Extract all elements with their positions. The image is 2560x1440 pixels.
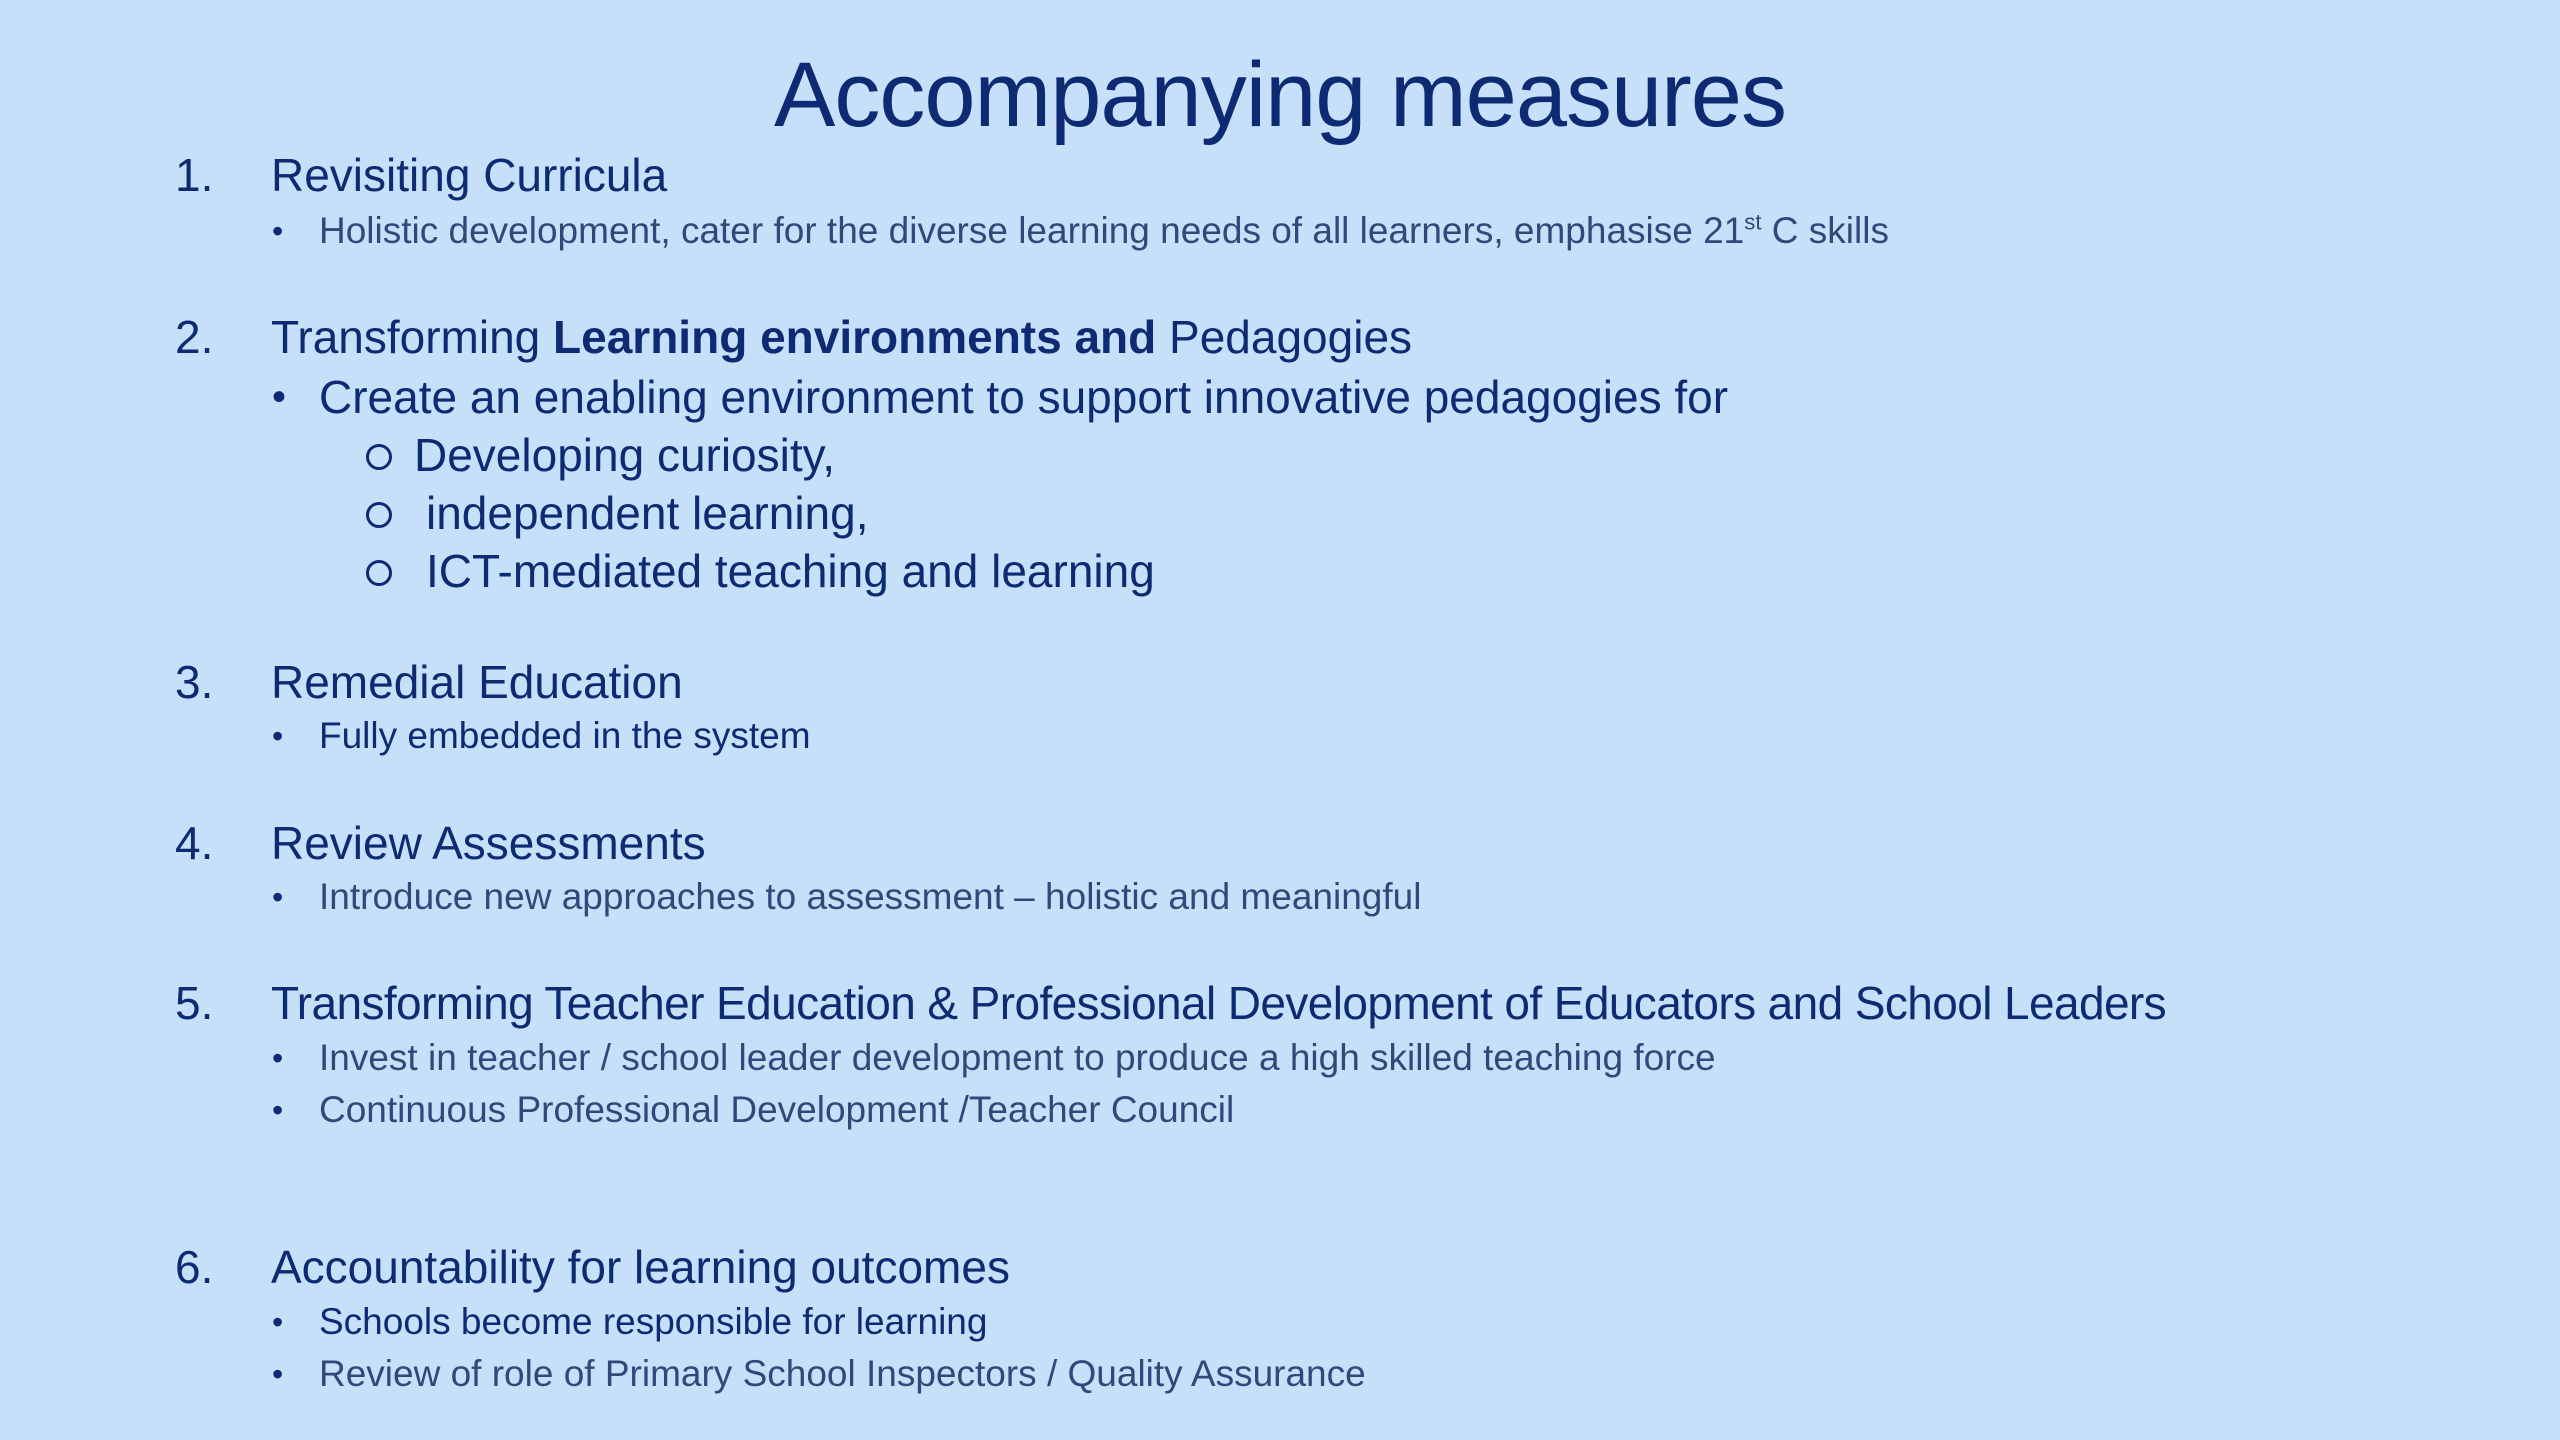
sub-bullet-text: ICT-mediated teaching and learning [426, 545, 1155, 597]
bullet-text: Invest in teacher / school leader development to produce a high skilled teaching force [319, 1037, 1716, 1078]
section-number: 4. [175, 817, 214, 869]
bullet-glyph: • [272, 1040, 284, 1076]
section-number: 6. [175, 1241, 214, 1293]
bullet-glyph: • [272, 879, 284, 915]
slide-title: Accompanying measures [774, 44, 1786, 146]
section-number: 2. [175, 311, 214, 363]
section-heading: Review Assessments [271, 817, 706, 869]
bullet-text: Create an enabling environment to support innovative pedagogies for [319, 371, 1729, 423]
bullet-text: Review of role of Primary School Inspectors / Quality Assurance [319, 1353, 1366, 1394]
section-heading: Revisiting Curricula [271, 149, 668, 201]
section-number: 3. [175, 656, 214, 708]
section-heading: Accountability for learning outcomes [271, 1241, 1010, 1293]
hollow-circle-bullet-icon [366, 502, 392, 528]
bullet-glyph: • [272, 1356, 284, 1392]
bullet-glyph: • [272, 213, 284, 249]
section-heading: Transforming Learning environments and Pedagogies [271, 311, 1413, 363]
bullet-text: Schools become responsible for learning [319, 1301, 988, 1342]
bullet-glyph: • [272, 375, 287, 419]
sub-bullet-text: Developing curiosity, [414, 429, 836, 481]
bullet-text: Continuous Professional Development /Teacher Council [319, 1089, 1235, 1130]
sub-bullet-text: independent learning, [426, 487, 869, 539]
bullet-glyph: • [272, 718, 284, 754]
bullet-glyph: • [272, 1304, 284, 1340]
bullet-glyph: • [272, 1092, 284, 1128]
section-heading: Remedial Education [271, 656, 683, 708]
section-heading: Transforming Teacher Education & Professional Development of Educators and School Leaders [271, 977, 2167, 1029]
section-number: 1. [175, 149, 214, 201]
bullet-text: Holistic development, cater for the diverse learning needs of all learners, emphasise 21st C skills [319, 209, 1889, 251]
hollow-circle-bullet-icon [366, 560, 392, 586]
bullet-text: Fully embedded in the system [319, 715, 811, 756]
section-number: 5. [175, 977, 214, 1029]
bullet-text: Introduce new approaches to assessment – holistic and meaningful [319, 876, 1422, 917]
hollow-circle-bullet-icon [366, 444, 392, 470]
